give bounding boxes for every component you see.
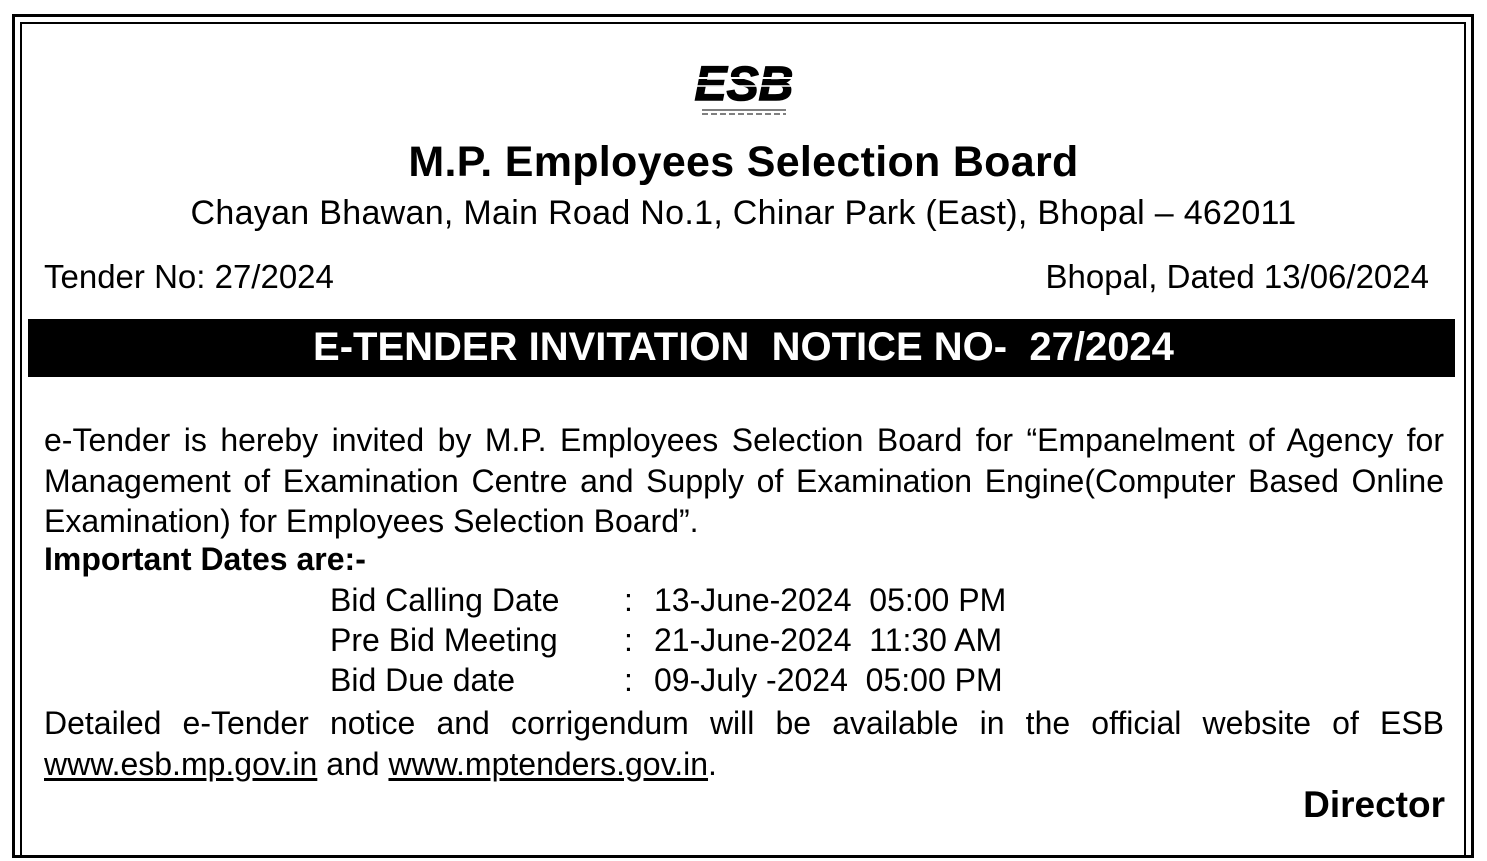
date-colon: :: [624, 582, 633, 618]
date-value: 13-June-2024 05:00 PM: [654, 582, 1007, 618]
address-line: Chayan Bhawan, Main Road No.1, Chinar Park (East), Bhopal – 462011: [190, 194, 1297, 232]
esb-logo: [688, 54, 800, 120]
tender-number: Tender No: 27/2024: [44, 258, 334, 295]
signature-director: Director: [1303, 784, 1445, 825]
invitation-paragraph: e-Tender is hereby invited by M.P. Employees Selection Board for “Empanelment of Agency for Management of Examination Centre and Supply of Examination Engine(Computer Based Online Examination) for Employees Selection Board”.: [44, 422, 1444, 539]
important-dates-heading: Important Dates are:-: [44, 541, 366, 577]
date-value: 21-June-2024 11:30 AM: [654, 622, 1003, 658]
page-title: M.P. Employees Selection Board: [408, 138, 1079, 186]
notice-date: Bhopal, Dated 13/06/2024: [1045, 258, 1429, 295]
detail-suffix: .: [708, 745, 717, 782]
notice-banner: [28, 319, 1455, 377]
detail-paragraph: [44, 703, 1444, 784]
date-colon: :: [624, 622, 633, 658]
esb-website-link[interactable]: www.esb.mp.gov.in: [44, 745, 318, 782]
date-colon: :: [624, 662, 633, 698]
and-text: and: [317, 745, 389, 782]
date-value: 09-July -2024 05:00 PM: [654, 662, 1003, 698]
date-label: Pre Bid Meeting: [330, 622, 558, 658]
mptenders-website-link[interactable]: www.mptenders.gov.in: [388, 745, 709, 782]
detail-text: Detailed e-Tender notice and corrigendum will be available in the official website of ESB: [44, 705, 1444, 741]
date-label: Bid Calling Date: [330, 582, 560, 618]
date-label: Bid Due date: [330, 662, 516, 698]
logo-wordmark: ESB: [694, 58, 794, 111]
banner-text: E-TENDER INVITATION NOTICE NO- 27/2024: [313, 325, 1174, 369]
